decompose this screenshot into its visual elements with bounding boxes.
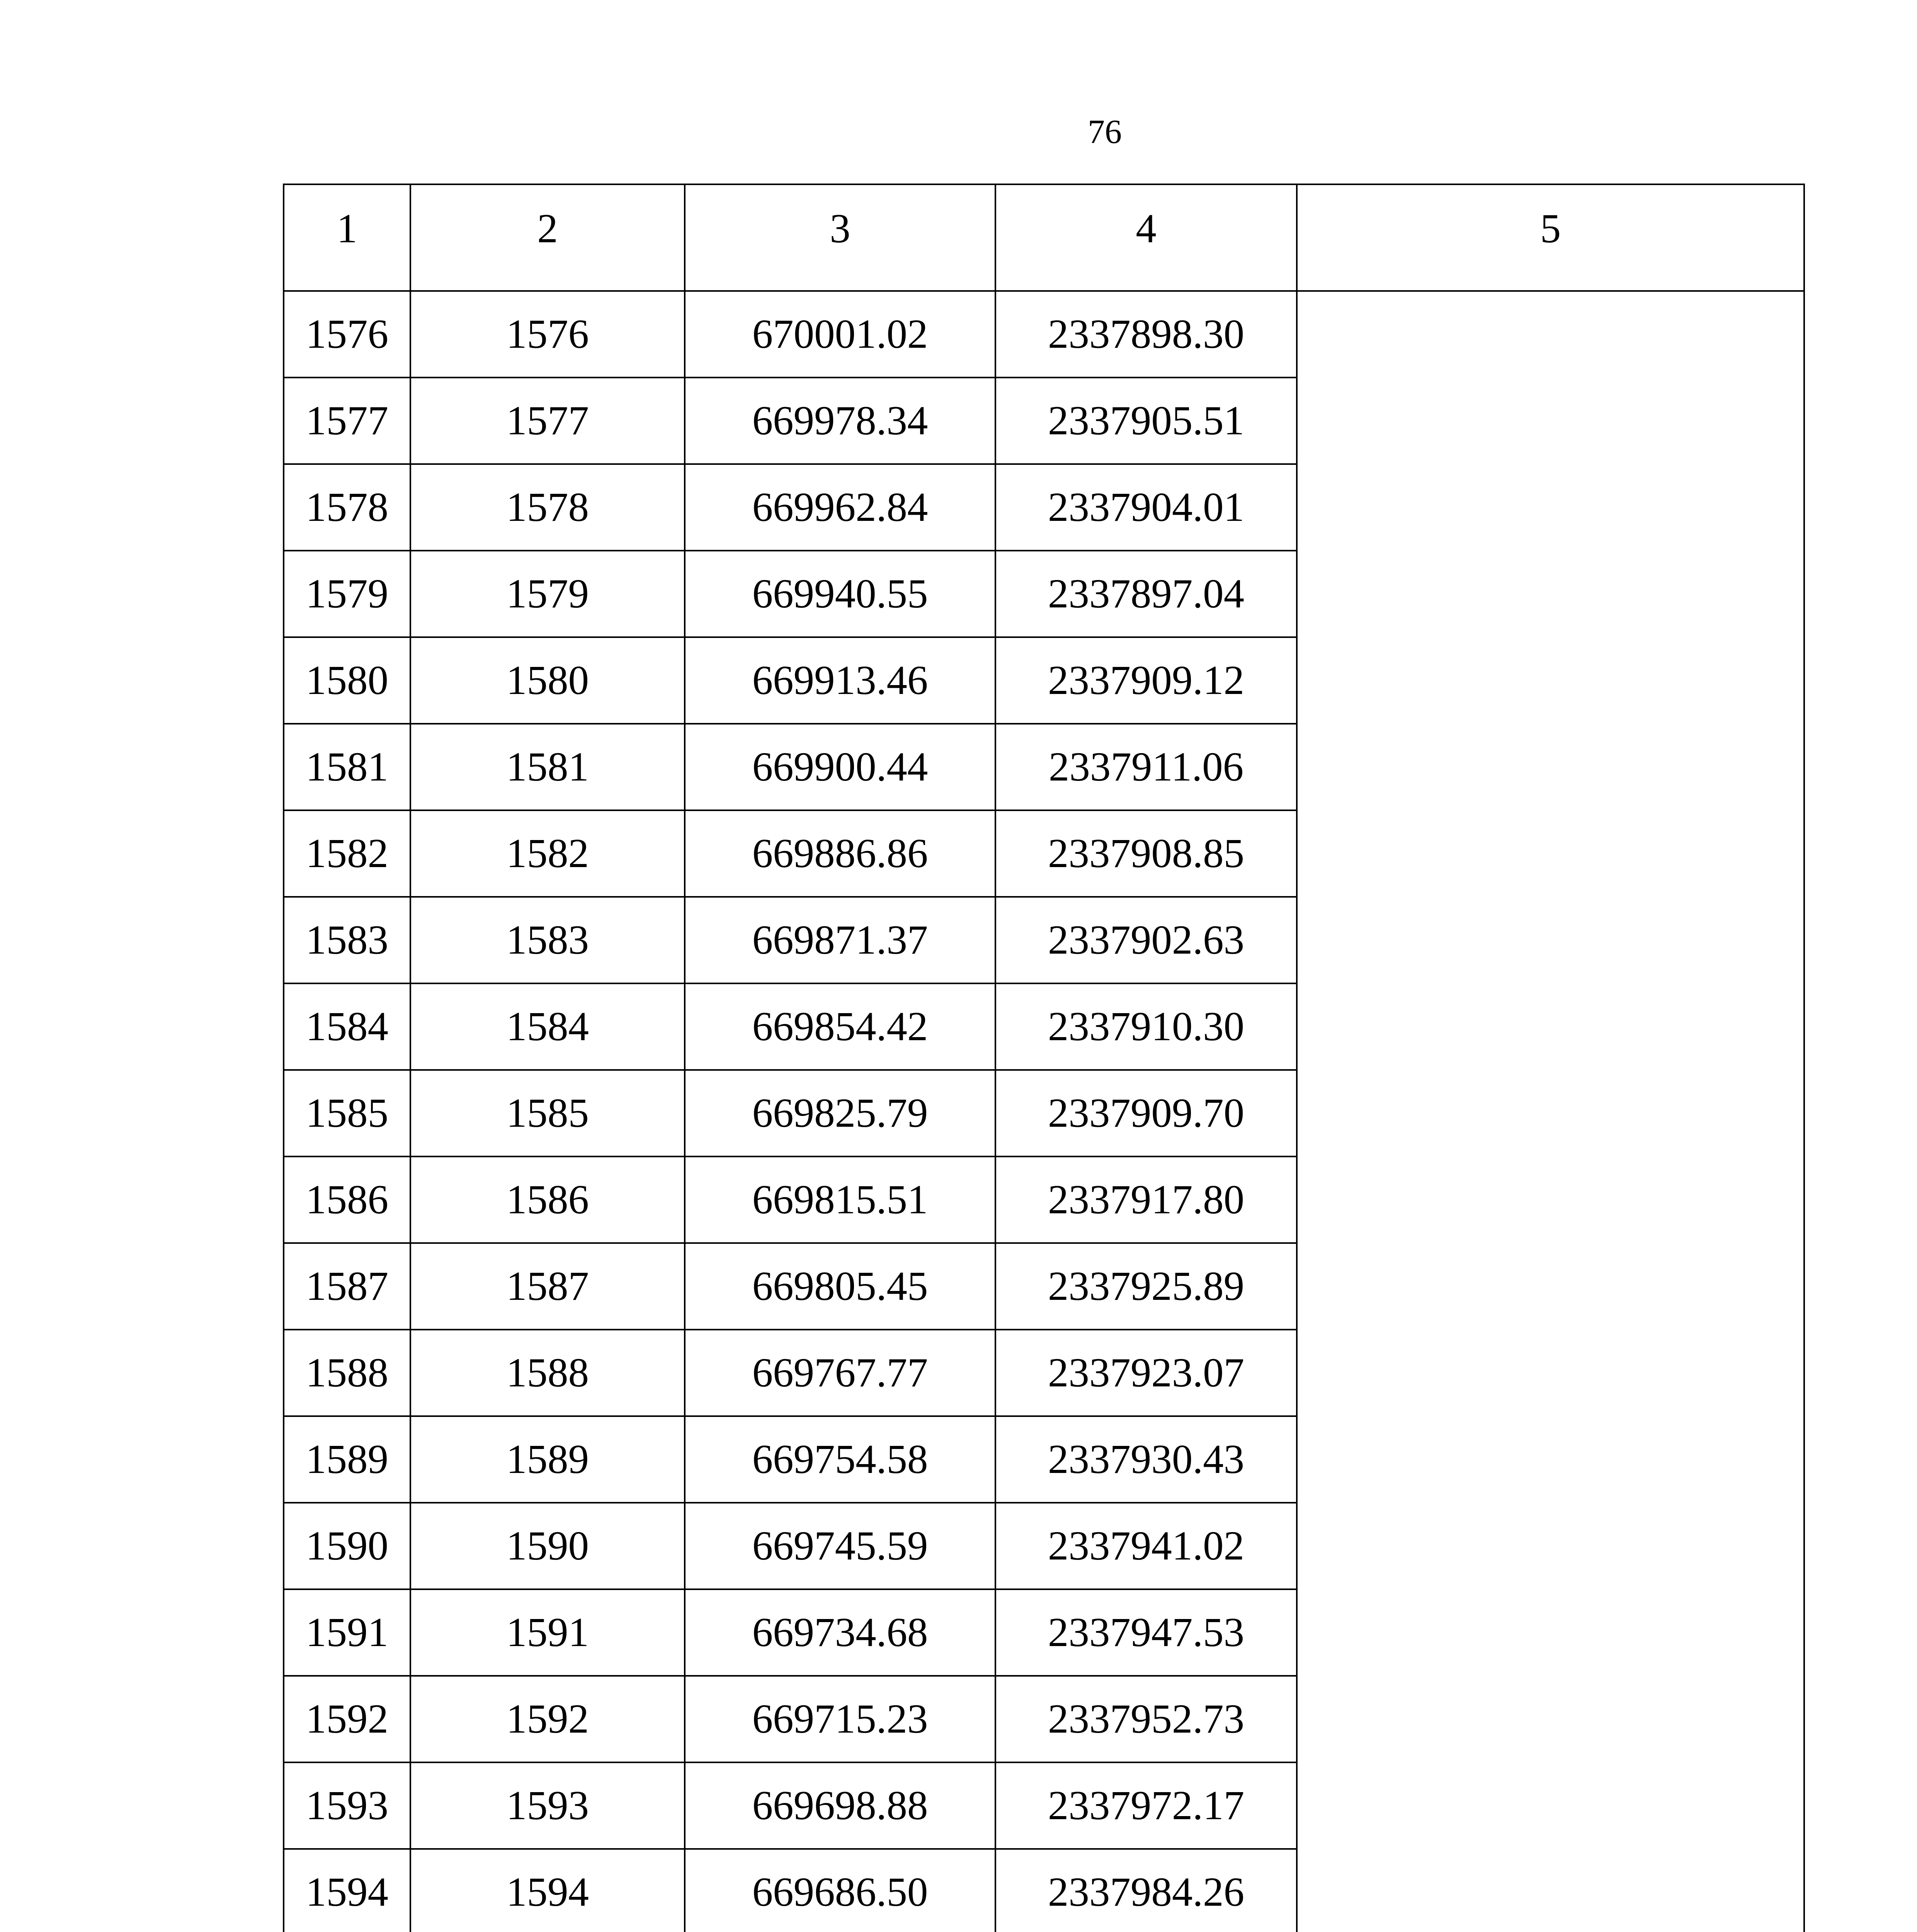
point-number-cell: 1587 xyxy=(284,1243,410,1330)
y-coordinate-cell: 2337923.07 xyxy=(995,1330,1297,1416)
point-id-cell: 1581 xyxy=(410,724,685,810)
y-coordinate-cell: 2337952.73 xyxy=(995,1676,1297,1762)
point-number-cell: 1583 xyxy=(284,897,410,983)
y-coordinate-cell: 2337941.02 xyxy=(995,1503,1297,1589)
point-id-cell: 1585 xyxy=(410,1070,685,1156)
coordinates-table xyxy=(283,184,1805,1932)
point-id-cell: 1578 xyxy=(410,464,685,551)
point-id-cell: 1576 xyxy=(410,291,685,378)
y-coordinate-cell: 2337909.70 xyxy=(995,1070,1297,1156)
y-coordinate-cell: 2337898.30 xyxy=(995,291,1297,378)
point-id-cell: 1592 xyxy=(410,1676,685,1762)
point-number-cell: 1593 xyxy=(284,1762,410,1849)
point-id-cell: 1577 xyxy=(410,378,685,464)
column-5-cell xyxy=(1297,291,1804,1932)
point-number-cell: 1579 xyxy=(284,551,410,637)
header-cell-2: 2 xyxy=(410,184,685,291)
x-coordinate-cell: 669715.23 xyxy=(685,1676,995,1762)
y-coordinate-cell: 2337910.30 xyxy=(995,983,1297,1070)
point-number-cell: 1577 xyxy=(284,378,410,464)
point-id-cell: 1589 xyxy=(410,1416,685,1503)
x-coordinate-cell: 669962.84 xyxy=(685,464,995,551)
point-number-cell: 1592 xyxy=(284,1676,410,1762)
point-number-cell: 1591 xyxy=(284,1589,410,1676)
y-coordinate-cell: 2337908.85 xyxy=(995,810,1297,897)
point-number-cell: 1590 xyxy=(284,1503,410,1589)
point-number-cell: 1585 xyxy=(284,1070,410,1156)
point-id-cell: 1593 xyxy=(410,1762,685,1849)
point-id-cell: 1583 xyxy=(410,897,685,983)
y-coordinate-cell: 2337905.51 xyxy=(995,378,1297,464)
point-number-cell: 1578 xyxy=(284,464,410,551)
x-coordinate-cell: 670001.02 xyxy=(685,291,995,378)
point-id-cell: 1580 xyxy=(410,637,685,724)
x-coordinate-cell: 669767.77 xyxy=(685,1330,995,1416)
x-coordinate-cell: 669734.68 xyxy=(685,1589,995,1676)
point-id-cell: 1579 xyxy=(410,551,685,637)
y-coordinate-cell: 2337917.80 xyxy=(995,1156,1297,1243)
point-number-cell: 1576 xyxy=(284,291,410,378)
point-id-cell: 1584 xyxy=(410,983,685,1070)
header-cell-4: 4 xyxy=(995,184,1297,291)
point-id-cell: 1590 xyxy=(410,1503,685,1589)
point-number-cell: 1581 xyxy=(284,724,410,810)
x-coordinate-cell: 669698.88 xyxy=(685,1762,995,1849)
point-number-cell: 1589 xyxy=(284,1416,410,1503)
table-row xyxy=(284,291,1804,378)
table-header-row xyxy=(284,184,1804,291)
point-number-cell: 1588 xyxy=(284,1330,410,1416)
x-coordinate-cell: 669854.42 xyxy=(685,983,995,1070)
point-id-cell: 1591 xyxy=(410,1589,685,1676)
y-coordinate-cell: 2337930.43 xyxy=(995,1416,1297,1503)
x-coordinate-cell: 669871.37 xyxy=(685,897,995,983)
y-coordinate-cell: 2337984.26 xyxy=(995,1849,1297,1932)
y-coordinate-cell: 2337947.53 xyxy=(995,1589,1297,1676)
y-coordinate-cell: 2337911.06 xyxy=(995,724,1297,810)
x-coordinate-cell: 669805.45 xyxy=(685,1243,995,1330)
point-id-cell: 1594 xyxy=(410,1849,685,1932)
point-id-cell: 1586 xyxy=(410,1156,685,1243)
point-id-cell: 1588 xyxy=(410,1330,685,1416)
x-coordinate-cell: 669913.46 xyxy=(685,637,995,724)
header-cell-5: 5 xyxy=(1297,184,1804,291)
point-number-cell: 1584 xyxy=(284,983,410,1070)
y-coordinate-cell: 2337902.63 xyxy=(995,897,1297,983)
x-coordinate-cell: 669900.44 xyxy=(685,724,995,810)
point-number-cell: 1586 xyxy=(284,1156,410,1243)
y-coordinate-cell: 2337909.12 xyxy=(995,637,1297,724)
point-id-cell: 1582 xyxy=(410,810,685,897)
x-coordinate-cell: 669686.50 xyxy=(685,1849,995,1932)
header-cell-1: 1 xyxy=(284,184,410,291)
x-coordinate-cell: 669940.55 xyxy=(685,551,995,637)
page-number: 76 xyxy=(1088,113,1122,151)
x-coordinate-cell: 669815.51 xyxy=(685,1156,995,1243)
y-coordinate-cell: 2337925.89 xyxy=(995,1243,1297,1330)
x-coordinate-cell: 669745.59 xyxy=(685,1503,995,1589)
y-coordinate-cell: 2337972.17 xyxy=(995,1762,1297,1849)
x-coordinate-cell: 669978.34 xyxy=(685,378,995,464)
x-coordinate-cell: 669754.58 xyxy=(685,1416,995,1503)
x-coordinate-cell: 669825.79 xyxy=(685,1070,995,1156)
x-coordinate-cell: 669886.86 xyxy=(685,810,995,897)
point-number-cell: 1582 xyxy=(284,810,410,897)
point-id-cell: 1587 xyxy=(410,1243,685,1330)
point-number-cell: 1580 xyxy=(284,637,410,724)
point-number-cell: 1594 xyxy=(284,1849,410,1932)
y-coordinate-cell: 2337897.04 xyxy=(995,551,1297,637)
header-cell-3: 3 xyxy=(685,184,995,291)
y-coordinate-cell: 2337904.01 xyxy=(995,464,1297,551)
table-body xyxy=(284,184,1804,1932)
